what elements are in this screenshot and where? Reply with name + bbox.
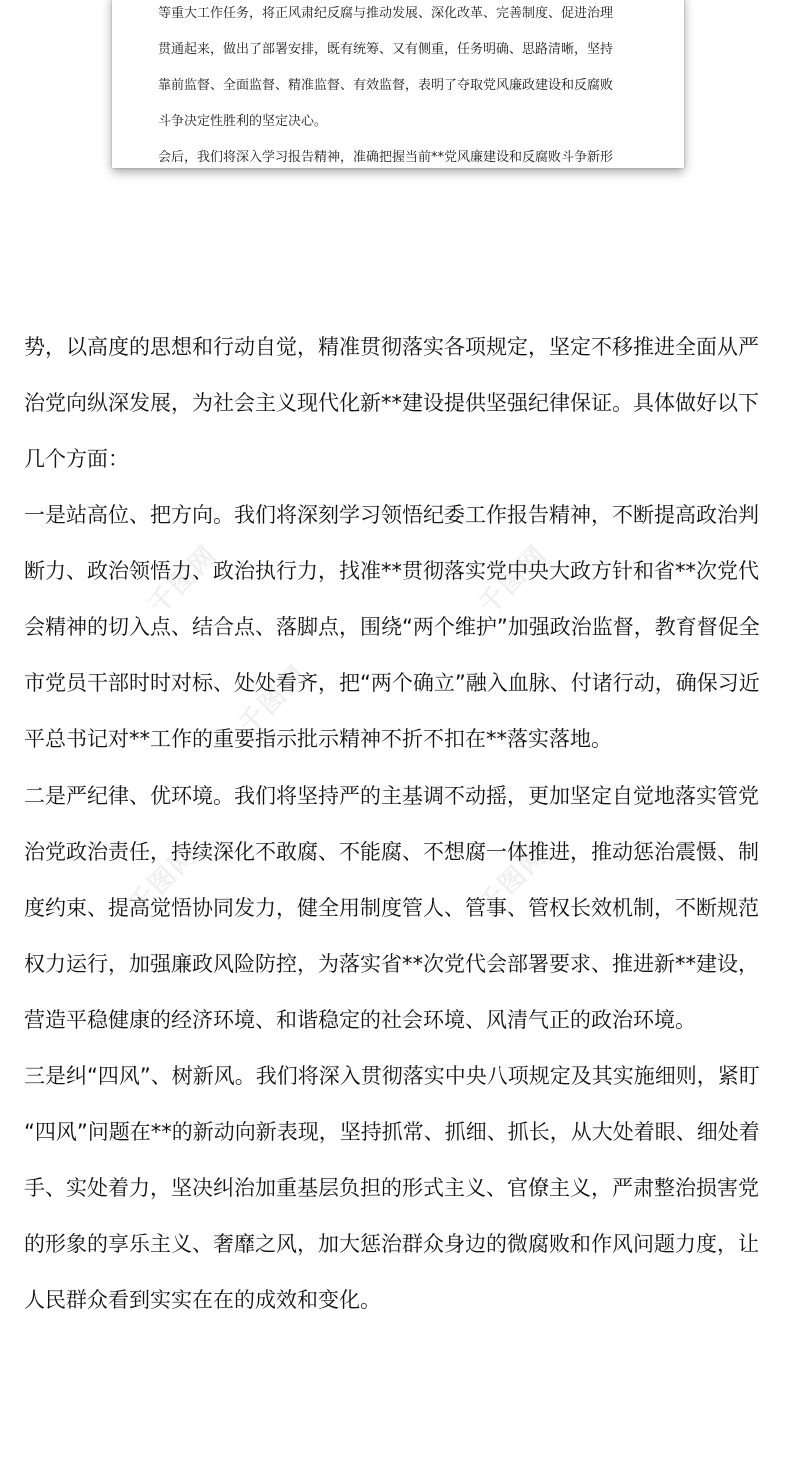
body-line: 势，以高度的思想和行动自觉，精准贯彻落实各项规定，坚定不移推进全面从严 — [24, 335, 759, 359]
preview-line: 斗争决定性胜利的坚定决心。 — [158, 114, 328, 129]
body-line: 权力运行，加强廉政风险防控，为落实省**次党代会部署要求、推进新**建设， — [24, 952, 759, 976]
body-line: 治党政治责任，持续深化不敢腐、不能腐、不想腐一体推进，推动惩治震慑、制 — [24, 840, 759, 864]
preview-line: 会后，我们将深入学习报告精神，准确把握当前**党风廉建设和反腐败斗争新形 — [158, 150, 614, 165]
body-line: 几个方面： — [24, 447, 129, 471]
preview-line: 靠前监督、全面监督、精准监督、有效监督，表明了夺取党风廉政建设和反腐败 — [158, 78, 614, 93]
body-line: 的形象的享乐主义、奢靡之风，加大惩治群众身边的微腐败和作风问题力度，让 — [24, 1232, 759, 1256]
body-line: 市党员干部时时对标、处处看齐，把“两个确立”融入血脉、付诸行动，确保习近 — [24, 671, 760, 695]
body-line: 会精神的切入点、结合点、落脚点，围绕“两个维护”加强政治监督，教育督促全 — [24, 615, 760, 639]
body-line: 断力、政治领悟力、政治执行力，找准**贯彻落实党中央大政方针和省**次党代 — [24, 559, 759, 583]
page-preview-card — [112, 0, 684, 168]
watermark: 千图网 — [233, 659, 314, 741]
body-line: 营造平稳健康的经济环境、和谐稳定的社会环境、风清气正的政治环境。 — [24, 1008, 696, 1032]
watermark: 千图网 — [473, 539, 554, 621]
body-line: “四风”问题在**的新动向新表现，坚持抓常、抓细、抓长，从大处着眼、细处着 — [24, 1120, 760, 1144]
preview-line: 贯通起来，做出了部署安排，既有统筹、又有侧重，任务明确、思路清晰，坚持 — [158, 42, 614, 57]
body-line: 人民群众看到实实在在的成效和变化。 — [24, 1288, 381, 1312]
body-line: 手、实处着力，坚决纠治加重基层负担的形式主义、官僚主义，严肃整治损害党 — [24, 1176, 759, 1200]
watermark: 千图网 — [143, 539, 224, 621]
body-line: 度约束、提高觉悟协同发力，健全用制度管人、管事、管权长效机制，不断规范 — [24, 896, 759, 920]
preview-line: 等重大工作任务，将正风肃纪反腐与推动发展、深化改革、完善制度、促进治理 — [158, 6, 614, 21]
paragraph-first-line: 三是纠“四风”、树新风。我们将深入贯彻落实中央八项规定及其实施细则，紧盯 — [24, 1064, 760, 1088]
paragraph-first-line: 一是站高位、把方向。我们将深刻学习领悟纪委工作报告精神，不断提高政治判 — [24, 503, 759, 527]
body-line: 平总书记对**工作的重要指示批示精神不折不扣在**落实落地。 — [24, 727, 612, 751]
watermark: 千图网 — [123, 839, 204, 921]
body-line: 治党向纵深发展，为社会主义现代化新**建设提供坚强纪律保证。具体做好以下 — [24, 391, 759, 415]
watermark: 千图网 — [473, 839, 554, 921]
paragraph-first-line: 二是严纪律、优环境。我们将坚持严的主基调不动摇，更加坚定自觉地落实管党 — [24, 784, 759, 808]
